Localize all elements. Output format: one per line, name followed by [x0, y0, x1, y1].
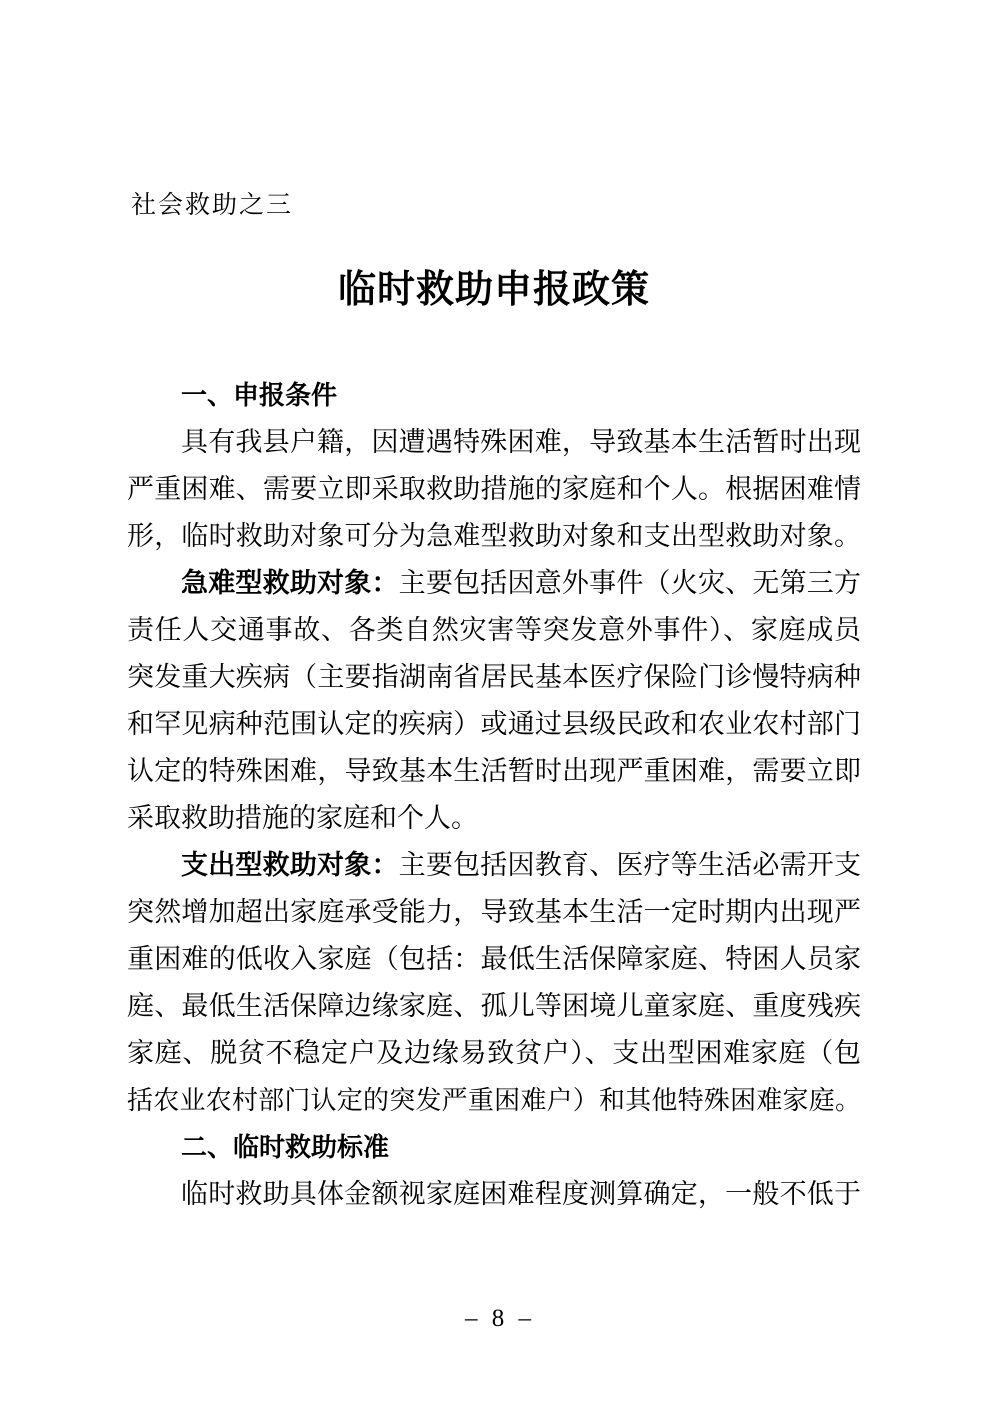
paragraph-2: [127, 560, 861, 842]
paragraph-line: 括农业农村部门认定的突发严重困难户）和其他特殊困难家庭。: [127, 1086, 861, 1115]
section-2-heading: 二、临时救助标准: [181, 1132, 390, 1162]
paragraph-line: [127, 842, 861, 889]
document-title: 临时救助申报政策: [337, 269, 650, 311]
paragraph-line: 突发重大疾病（主要指湖南省居民基本医疗保险门诊慢特病种: [127, 662, 861, 692]
paragraph-line: 采取救助措施的家庭和个人。: [127, 803, 478, 833]
paragraph-lead: 急难型救助对象：: [181, 568, 399, 598]
paragraph-line: 和罕见病种范围认定的疾病）或通过县级民政和农业农村部门: [127, 709, 861, 739]
paragraph-line: 家庭、脱贫不稳定户及边缘易致贫户）、支出型困难家庭（包: [127, 1038, 861, 1068]
paragraph-line: 形，临时救助对象可分为急难型救助对象和支出型救助对象。: [127, 521, 861, 551]
paragraph-line: 具有我县户籍，因遭遇特殊困难，导致基本生活暂时出现: [181, 427, 861, 457]
paragraph-line-text: 主要包括因教育、医疗等生活必需开支: [398, 850, 862, 880]
paragraph-lead: 支出型救助对象：: [181, 850, 399, 880]
paragraph-line: 认定的特殊困难，导致基本生活暂时出现严重困难，需要立即: [127, 756, 861, 786]
paragraph-line: 临时救助具体金额视家庭困难程度测算确定，一般不低于: [181, 1179, 861, 1209]
paragraph-line: 重困难的低收入家庭（包括：最低生活保障家庭、特困人员家: [127, 944, 861, 974]
paragraph-line: [127, 560, 861, 607]
paragraph-line: 庭、最低生活保障边缘家庭、孤儿等困境儿童家庭、重度残疾: [127, 991, 861, 1021]
paragraph-4: [127, 1171, 861, 1218]
document-kicker: 社会救助之三: [131, 192, 294, 219]
paragraph-line: 严重困难、需要立即采取救助措施的家庭和个人。根据困难情: [127, 474, 861, 504]
section-1-heading: 一、申报条件: [181, 380, 338, 410]
paragraph-3: [127, 842, 861, 1124]
paragraph-line: 突然增加超出家庭承受能力，导致基本生活一定时期内出现严: [127, 897, 861, 927]
paragraph-line: 责任人交通事故、各类自然灾害等突发意外事件）、家庭成员: [127, 615, 861, 645]
paragraph-line-text: 主要包括因意外事件（火灾、无第三方: [398, 568, 862, 598]
document-body: [127, 372, 861, 1218]
page-number: – 8 –: [465, 1305, 535, 1332]
paragraph-1: [127, 419, 861, 560]
